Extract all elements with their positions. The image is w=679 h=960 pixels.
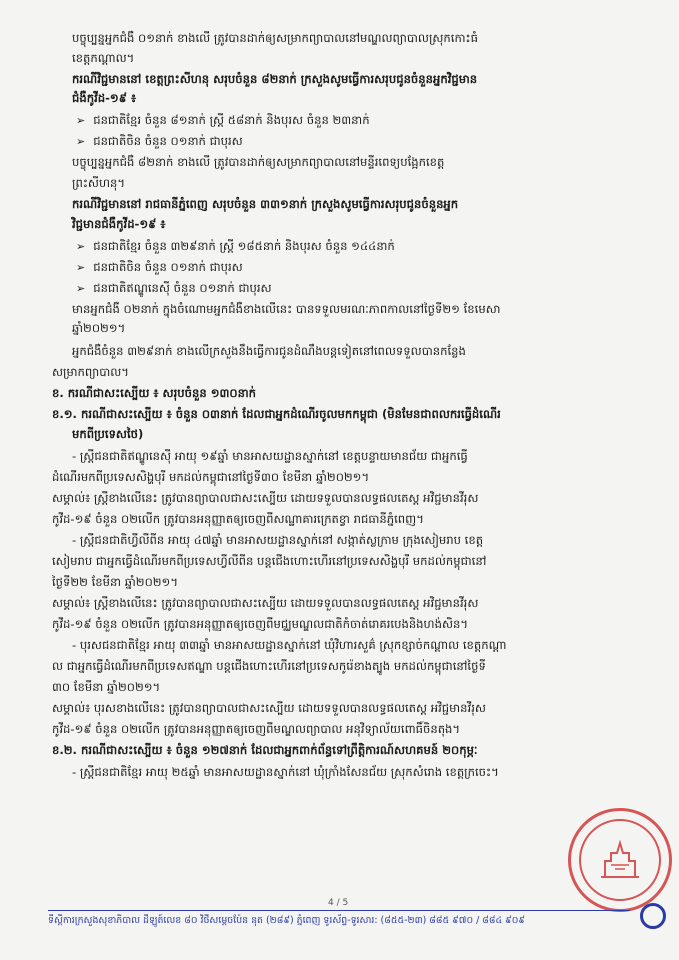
signature-mark xyxy=(640,903,666,929)
section-heading-line: ជំងឺកូវីដ-១៩ ៖ xyxy=(72,91,137,105)
paragraph-line: ព្រះសីហនុ។ xyxy=(72,176,125,190)
bullet-item: ➢ ជនជាតិខ្មែរ ចំនួន ៣២៩នាក់ ស្ត្រី ១៨៥នាក់ និងបុរស ចំនួន ១៤៤នាក់ xyxy=(76,238,395,255)
section-heading-line: វិជ្ជមានជំងឺកូវីដ-១៩ ៖ xyxy=(72,217,166,231)
paragraph-line: - ស្ត្រីជនជាតិឥណ្ឌូនេស៊ី អាយុ ១៩ឆ្នាំ មានអាសយដ្ឋានស្នាក់នៅ ខេត្តបន្ទាយមានជ័យ ជាអ្នកធ្វើ xyxy=(72,449,468,463)
paragraph-line: ខេត្តកណ្ដាល។ xyxy=(72,51,135,65)
paragraph-line: កូវីដ-១៩ ចំនួន ០២លើក ត្រូវបានអនុញ្ញាតឲ្យចេញពីមជ្ឈមណ្ឌលជាតិកំចាត់រោគរបេងនិងហង់សិន។ xyxy=(52,617,468,631)
paragraph-line: - ស្ត្រីជនជាតិខ្មែរ អាយុ ២៥ឆ្នាំ មានអាសយដ្ឋានស្នាក់នៅ ឃុំក្រាំងសែនជ័យ ស្រុកសំរោង ខេត្តក្រចេះ។ xyxy=(72,765,499,779)
paragraph-line: សម្គាល់៖ ស្ត្រីខាងលើនេះ ត្រូវបានព្យាបាលជាសះស្បើយ ដោយទទួលបានលទ្ធផលតេស្ត អវិជ្ជមានវីរុស xyxy=(52,596,479,610)
paragraph-line: - ស្ត្រីជនជាតិហ្វីលីពីន អាយុ ៤៧ឆ្នាំ មានអាសយដ្ឋានស្នាក់នៅ សង្កាត់ស្លក្រាម ក្រុងសៀមរាប ខេត្ត xyxy=(72,533,484,547)
paragraph-line: បច្ចុប្បន្នអ្នកជំងឺ ៨២នាក់ ខាងលើ ត្រូវបានដាក់ឲ្យសម្រាកព្យាបាលនៅមន្ទីរពេទ្យបង្អែកខេត្ត xyxy=(72,155,445,169)
bullet-item: ➢ ជនជាតិឥណ្ឌូនេស៊ី ចំនួន ០១នាក់ ជាបុរស xyxy=(76,280,272,297)
bullet-item: ➢ ជនជាតិចិន ចំនួន ០១នាក់ ជាបុរស xyxy=(76,259,243,276)
paragraph-line: ឆ្នាំ២០២១។ xyxy=(72,321,126,335)
section-heading-line: ករណីវិជ្ជមាននៅ ខេត្តព្រះសីហនុ សរុបចំនួន ៨២នាក់ ក្រសួងសូមធ្វើការសរុបជូនចំនួនអ្នកវិជ្ជមាន xyxy=(72,72,478,86)
paragraph-line: កូវីដ-១៩ ចំនួន ០២លើក ត្រូវបានអនុញ្ញាតឲ្យចេញពីមណ្ឌលព្យាបាល អនុវិទ្យាល័យពោធិ៍ចិនតុង។ xyxy=(52,722,461,736)
bullet-item: ➢ ជនជាតិខ្មែរ ចំនួន ៨១នាក់ ស្ត្រី ៥៨នាក់ និងបុរស ចំនួន ២៣នាក់ xyxy=(76,112,370,129)
page-number: 4 / 5 xyxy=(328,898,349,908)
section-heading-line: ខ.២. ករណីជាសះស្បើយ ៖ ចំនួន ១២៧នាក់ ដែលជាអ្នកពាក់ព័ន្ធទៅព្រឹត្តិការណ៍សហគមន៍ ២០កុម្ភៈ xyxy=(52,743,478,757)
paragraph-line: សៀមរាប ជាអ្នកធ្វើដំណើរមកពីប្រទេសហ្វីលីពីន បន្តជើងហោះហើរនៅប្រទេសសិង្ហបុរី មកដល់កម្ពុជានៅ xyxy=(52,554,487,568)
section-heading-line: ខ. ករណីជាសះស្បើយ ៖ សរុបចំនួន ១៣០នាក់ xyxy=(52,386,257,400)
bullet-item: ➢ ជនជាតិចិន ចំនួន ០១នាក់ ជាបុរស xyxy=(76,133,243,150)
temple-seal-icon xyxy=(597,839,643,879)
paragraph-line: មានអ្នកជំងឺ ០២នាក់ ក្នុងចំណោមអ្នកជំងឺខាងលើនេះ បានទទួលមរណៈភាពកាលនៅថ្ងៃទី២១ ខែមេសា xyxy=(72,302,501,316)
ministry-seal xyxy=(568,808,672,912)
paragraph-line: កូវីដ-១៩ ចំនួន ០២លើក ត្រូវបានអនុញ្ញាតឲ្យចេញពីសណ្ឋាគារក្រេតខ្វា រាជធានីភ្នំពេញ។ xyxy=(52,512,424,526)
paragraph-line: - បុរសជនជាតិខ្មែរ អាយុ ៣៣ឆ្នាំ មានអាសយដ្ឋានស្នាក់នៅ ឃុំវិហារសួគ៌ ស្រុកខ្សាច់កណ្ដាល ខេត្តកណ្ដា xyxy=(72,638,507,652)
section-heading-line: មកពីប្រទេសថៃ) xyxy=(72,427,144,441)
paragraph-line: សម្រាកព្យាបាល។ xyxy=(52,365,129,379)
paragraph-line: ល ជាអ្នកធ្វើដំណើរមកពីប្រទេសឥណ្ឌា បន្តជើងហោះហើរនៅប្រទេសកូរ៉េខាងត្បូង មកដល់កម្ពុជានៅថ្ងៃទី xyxy=(52,659,486,673)
paragraph-line: សម្គាល់៖ ស្ត្រីខាងលើនេះ ត្រូវបានព្យាបាលជាសះស្បើយ ដោយទទួលបានលទ្ធផលតេស្ត អវិជ្ជមានវីរុស xyxy=(52,491,479,505)
footer-divider xyxy=(48,910,630,911)
paragraph-line: ដំណើរមកពីប្រទេសសិង្ហបុរី មកដល់កម្ពុជានៅថ្ងៃទី៣០ ខែមីនា ឆ្នាំ២០២១។ xyxy=(52,470,370,484)
paragraph-line: សម្គាល់៖ បុរសខាងលើនេះ ត្រូវបានព្យាបាលជាសះស្បើយ ដោយទទួលបានលទ្ធផលតេស្ត អវិជ្ជមានវីរុស xyxy=(52,701,486,715)
paragraph-line: អ្នកជំងឺចំនួន ៣២៩នាក់ ខាងលើក្រសួងនឹងធ្វើការជូនដំណឹងបន្តទៀតនៅពេលទទួលបានកន្លែង xyxy=(72,344,466,358)
paragraph-line: ៣០ ខែមីនា ឆ្នាំ២០២១។ xyxy=(52,680,161,694)
section-heading-line: ខ.១. ករណីជាសះស្បើយ ៖ ចំនួន ០៣នាក់ ដែលជាអ្នកដំណើរចូលមកកម្ពុជា (មិនមែនជាពលករធ្វើដំណើរ xyxy=(52,407,501,421)
paragraph-line: ថ្ងៃទី២២ ខែមីនា ឆ្នាំ២០២១។ xyxy=(52,575,178,589)
footer-address: ទីស្តីការក្រសួងសុខាភិបាល ដីឡូត៍លេខ ៨០ វិថីសម្តេចប៉ែន នុត (២៨៩) ភ្នំពេញ ទូរស័ព្ទ-ទូរសារ: (៨៥៥-២៣) ៨៨៥ ៩៧០ / ៨៨៤ ៩០៩ xyxy=(48,915,526,926)
paragraph-line: បច្ចុប្បន្នអ្នកជំងឺ ០១នាក់ ខាងលើ ត្រូវបានដាក់ឲ្យសម្រាកព្យាបាលនៅមណ្ឌលព្យាបាលស្រុកកោះធំ xyxy=(72,31,478,45)
section-heading-line: ករណីវិជ្ជមាននៅ រាជធានីភ្នំពេញ សរុបចំនួន ៣៣១នាក់ ក្រសួងសូមធ្វើការសរុបជូនចំនួនអ្នក xyxy=(72,197,459,211)
